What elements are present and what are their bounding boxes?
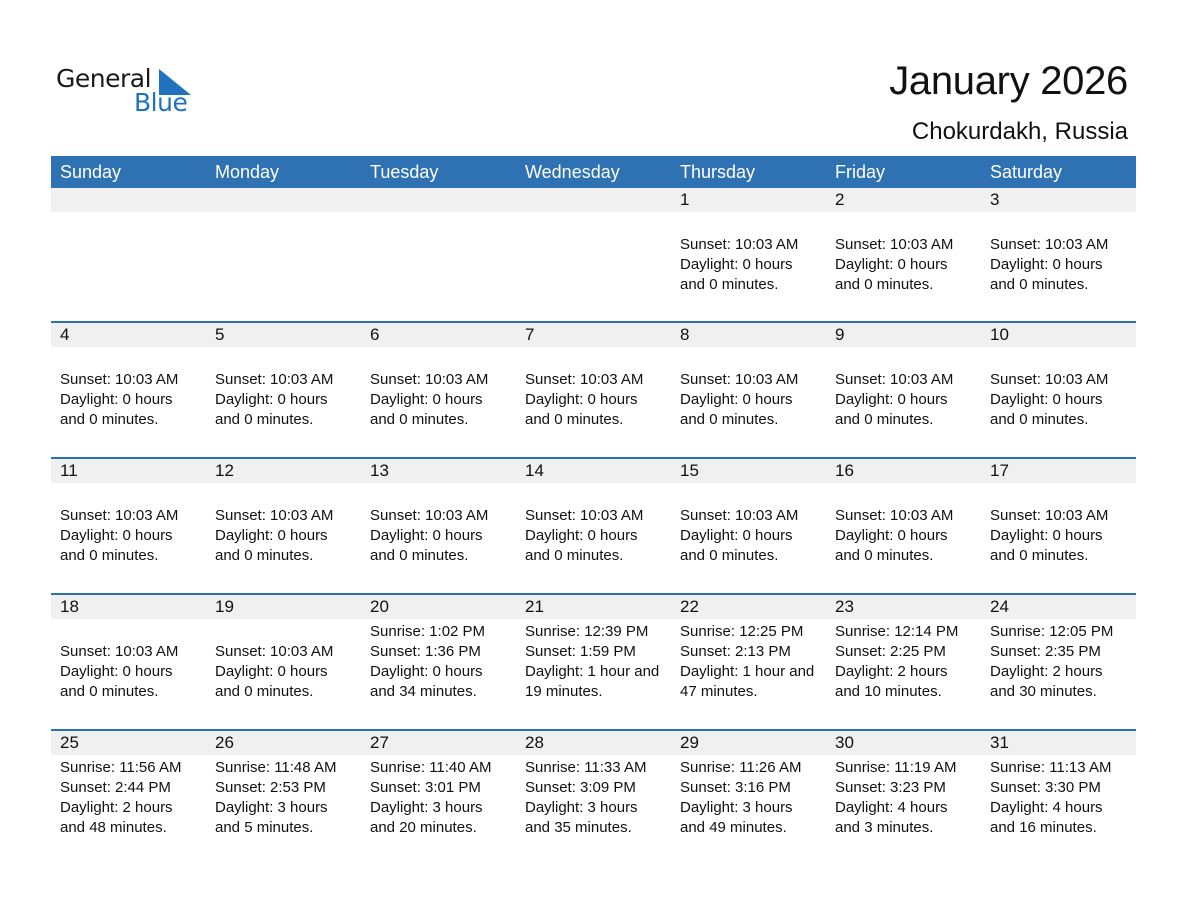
day-cell bbox=[361, 619, 516, 729]
sun-info-line: and 3 minutes. bbox=[835, 819, 934, 836]
day-cell bbox=[51, 212, 206, 321]
sun-info-line: Daylight: 3 hours bbox=[525, 799, 638, 816]
sun-info-line: and 0 minutes. bbox=[680, 411, 779, 428]
sun-info-line: Daylight: 0 hours bbox=[680, 527, 793, 544]
day-number: 18 bbox=[60, 597, 79, 616]
day-cell bbox=[826, 755, 981, 865]
day-cell bbox=[516, 755, 671, 865]
sun-info-line: and 0 minutes. bbox=[60, 683, 159, 700]
day-number: 1 bbox=[680, 190, 690, 209]
day-cell bbox=[826, 619, 981, 729]
day-cell bbox=[361, 212, 516, 321]
date-number-row bbox=[51, 323, 1136, 347]
sun-info-line: and 0 minutes. bbox=[215, 411, 314, 428]
sun-info-line: Sunset: 10:03 AM bbox=[835, 371, 954, 388]
date-number-row bbox=[51, 731, 1136, 755]
day-number: 24 bbox=[990, 597, 1009, 616]
day-number: 5 bbox=[215, 325, 225, 344]
day-cell bbox=[516, 347, 671, 457]
sun-info-line: Sunset: 10:03 AM bbox=[370, 507, 489, 524]
sun-info-line: Sunset: 2:53 PM bbox=[215, 779, 326, 796]
sun-info-line: Daylight: 4 hours bbox=[990, 799, 1103, 816]
sun-info-line: Sunrise: 11:13 AM bbox=[990, 759, 1112, 776]
sun-info-line: Sunset: 3:23 PM bbox=[835, 779, 946, 796]
sun-info-line: and 48 minutes. bbox=[60, 819, 167, 836]
sun-info-line: Daylight: 3 hours bbox=[370, 799, 483, 816]
sun-info-line: and 35 minutes. bbox=[525, 819, 632, 836]
sun-info-line: and 0 minutes. bbox=[680, 547, 779, 564]
sun-info-line: and 0 minutes. bbox=[215, 683, 314, 700]
sun-info-line: and 5 minutes. bbox=[215, 819, 314, 836]
sun-info-line: Sunset: 2:13 PM bbox=[680, 643, 791, 660]
week-row bbox=[51, 321, 1136, 457]
sun-info-line: and 20 minutes. bbox=[370, 819, 477, 836]
day-number bbox=[516, 188, 671, 212]
sun-info-line: Sunset: 3:01 PM bbox=[370, 779, 481, 796]
sun-info-line: Sunset: 3:16 PM bbox=[680, 779, 791, 796]
day-number bbox=[51, 188, 206, 212]
sun-info-line: Sunset: 10:03 AM bbox=[215, 371, 334, 388]
day-cell bbox=[51, 347, 206, 457]
day-cell bbox=[361, 755, 516, 865]
sun-info-row bbox=[51, 619, 1136, 729]
sun-info-line: Daylight: 0 hours bbox=[990, 527, 1103, 544]
day-cell bbox=[981, 755, 1136, 865]
sun-info-line: Daylight: 0 hours bbox=[215, 391, 328, 408]
sun-info-line: Daylight: 0 hours bbox=[835, 391, 948, 408]
day-number: 7 bbox=[525, 325, 535, 344]
sun-info-line: and 0 minutes. bbox=[525, 411, 624, 428]
day-number: 4 bbox=[60, 325, 70, 344]
sun-info-line: Daylight: 0 hours bbox=[60, 663, 173, 680]
brand-word-blue: Blue bbox=[134, 88, 188, 117]
day-cell bbox=[671, 483, 826, 593]
sun-info-line: Daylight: 0 hours bbox=[370, 663, 483, 680]
sun-info-line: Sunset: 1:59 PM bbox=[525, 643, 636, 660]
day-number: 27 bbox=[370, 733, 389, 752]
sun-info-line: Daylight: 3 hours bbox=[680, 799, 793, 816]
day-cell bbox=[671, 619, 826, 729]
sun-info-line: and 30 minutes. bbox=[990, 683, 1097, 700]
day-number: 29 bbox=[680, 733, 699, 752]
sun-info-line: and 0 minutes. bbox=[990, 411, 1089, 428]
date-number-row bbox=[51, 188, 1136, 212]
day-cell bbox=[671, 347, 826, 457]
day-number: 30 bbox=[835, 733, 854, 752]
sun-info-line: and 0 minutes. bbox=[60, 411, 159, 428]
sun-info-line: and 0 minutes. bbox=[525, 547, 624, 564]
day-number: 9 bbox=[835, 325, 845, 344]
sun-info-line: Sunset: 10:03 AM bbox=[990, 236, 1109, 253]
day-cell bbox=[51, 483, 206, 593]
sun-info-line: and 0 minutes. bbox=[835, 547, 934, 564]
day-number: 12 bbox=[215, 461, 234, 480]
sun-info-row bbox=[51, 755, 1136, 865]
sun-info-line: Sunset: 2:44 PM bbox=[60, 779, 171, 796]
day-number: 10 bbox=[990, 325, 1009, 344]
day-cell bbox=[516, 212, 671, 321]
sun-info-line: Sunset: 1:36 PM bbox=[370, 643, 481, 660]
date-number-row bbox=[51, 595, 1136, 619]
sun-info-line: Sunset: 2:25 PM bbox=[835, 643, 946, 660]
weekday-thursday: Thursday bbox=[680, 162, 756, 182]
sun-info-line: and 0 minutes. bbox=[990, 276, 1089, 293]
day-number: 31 bbox=[990, 733, 1009, 752]
sun-info-line: Sunset: 3:30 PM bbox=[990, 779, 1101, 796]
sun-info-line: and 0 minutes. bbox=[370, 547, 469, 564]
sun-info-line: Daylight: 0 hours bbox=[680, 256, 793, 273]
sun-info-line: 19 minutes. bbox=[525, 683, 603, 700]
sun-info-line: Daylight: 0 hours bbox=[990, 391, 1103, 408]
sun-info-line: Daylight: 0 hours bbox=[835, 256, 948, 273]
day-cell bbox=[981, 212, 1136, 321]
sun-info-line: and 0 minutes. bbox=[680, 276, 779, 293]
calendar-title: January 2026 bbox=[889, 59, 1128, 103]
day-number: 19 bbox=[215, 597, 234, 616]
date-number-row bbox=[51, 459, 1136, 483]
sun-info-line: Sunset: 10:03 AM bbox=[680, 236, 799, 253]
day-number bbox=[206, 188, 361, 212]
sun-info-line: Sunrise: 1:02 PM bbox=[370, 623, 486, 640]
day-number: 22 bbox=[680, 597, 699, 616]
sun-info-line: Sunrise: 11:40 AM bbox=[370, 759, 492, 776]
sun-info-line: Sunrise: 11:56 AM bbox=[60, 759, 182, 776]
weekday-sunday: Sunday bbox=[60, 162, 122, 182]
brand-word-general: General bbox=[56, 64, 152, 93]
day-number: 17 bbox=[990, 461, 1009, 480]
sun-info-line: Sunrise: 11:48 AM bbox=[215, 759, 337, 776]
sun-info-line: Daylight: 3 hours bbox=[215, 799, 328, 816]
week-row bbox=[51, 729, 1136, 865]
sun-info-line: Sunset: 3:09 PM bbox=[525, 779, 636, 796]
sun-info-line: Daylight: 2 hours bbox=[60, 799, 173, 816]
sun-info-line: Sunrise: 12:14 PM bbox=[835, 623, 959, 640]
day-cell bbox=[981, 347, 1136, 457]
day-number: 15 bbox=[680, 461, 699, 480]
day-cell bbox=[671, 755, 826, 865]
sun-info-line: Daylight: 0 hours bbox=[990, 256, 1103, 273]
calendar-weeks bbox=[51, 188, 1137, 865]
day-number: 26 bbox=[215, 733, 234, 752]
sun-info-line: Daylight: 0 hours bbox=[215, 527, 328, 544]
day-cell bbox=[516, 483, 671, 593]
day-number bbox=[361, 188, 516, 212]
day-number: 21 bbox=[525, 597, 544, 616]
sun-info-line: Sunset: 10:03 AM bbox=[990, 507, 1109, 524]
sun-info-line: Sunset: 10:03 AM bbox=[60, 507, 179, 524]
sun-info-line: Daylight: 2 hours bbox=[835, 663, 948, 680]
sun-info-line: Daylight: 1 hour and bbox=[525, 663, 660, 680]
weekday-header bbox=[51, 156, 1136, 188]
sun-info-row bbox=[51, 347, 1136, 457]
day-number: 2 bbox=[835, 190, 845, 209]
day-number: 25 bbox=[60, 733, 79, 752]
week-row bbox=[51, 593, 1136, 729]
sun-info-line: and 16 minutes. bbox=[990, 819, 1097, 836]
day-cell bbox=[516, 619, 671, 729]
day-number: 8 bbox=[680, 325, 690, 344]
day-cell bbox=[981, 483, 1136, 593]
sun-info-line: and 49 minutes. bbox=[680, 819, 787, 836]
sun-info-line: and 34 minutes. bbox=[370, 683, 477, 700]
week-row bbox=[51, 188, 1136, 321]
day-cell bbox=[206, 619, 361, 729]
day-cell bbox=[361, 347, 516, 457]
sun-info-row bbox=[51, 212, 1136, 321]
sun-info-line: Sunset: 10:03 AM bbox=[680, 371, 799, 388]
weekday-friday: Friday bbox=[835, 162, 886, 182]
sun-info-line: Sunset: 2:35 PM bbox=[990, 643, 1101, 660]
day-cell bbox=[206, 755, 361, 865]
day-number: 14 bbox=[525, 461, 544, 480]
day-number: 23 bbox=[835, 597, 854, 616]
sun-info-line: Sunrise: 12:05 PM bbox=[990, 623, 1114, 640]
sun-info-line: Sunset: 10:03 AM bbox=[525, 507, 644, 524]
day-number: 20 bbox=[370, 597, 389, 616]
day-cell bbox=[206, 347, 361, 457]
day-number: 16 bbox=[835, 461, 854, 480]
sun-info-line: Daylight: 0 hours bbox=[370, 391, 483, 408]
sun-info-line: and 0 minutes. bbox=[370, 411, 469, 428]
sun-info-line: Daylight: 0 hours bbox=[215, 663, 328, 680]
sun-info-line: Daylight: 0 hours bbox=[370, 527, 483, 544]
sun-info-line: Sunrise: 12:39 PM bbox=[525, 623, 649, 640]
day-number: 13 bbox=[370, 461, 389, 480]
sun-info-line: Sunset: 10:03 AM bbox=[60, 643, 179, 660]
day-number: 28 bbox=[525, 733, 544, 752]
sun-info-line: and 0 minutes. bbox=[60, 547, 159, 564]
weekday-monday: Monday bbox=[215, 162, 280, 182]
day-cell bbox=[51, 755, 206, 865]
sun-info-line: and 0 minutes. bbox=[215, 547, 314, 564]
sun-info-line: Sunset: 10:03 AM bbox=[60, 371, 179, 388]
sun-info-line: Daylight: 0 hours bbox=[835, 527, 948, 544]
sun-info-line: Sunset: 10:03 AM bbox=[215, 507, 334, 524]
sun-info-line: Daylight: 4 hours bbox=[835, 799, 948, 816]
weekday-tuesday: Tuesday bbox=[370, 162, 439, 182]
sun-info-line: Sunset: 10:03 AM bbox=[835, 236, 954, 253]
sun-info-line: Sunset: 10:03 AM bbox=[215, 643, 334, 660]
sun-info-line: Sunrise: 12:25 PM bbox=[680, 623, 804, 640]
day-cell bbox=[671, 212, 826, 321]
day-cell bbox=[826, 483, 981, 593]
sun-info-line: Daylight: 1 hour and bbox=[680, 663, 815, 680]
sun-info-line: Sunset: 10:03 AM bbox=[990, 371, 1109, 388]
week-row bbox=[51, 457, 1136, 593]
sun-info-line: Sunrise: 11:33 AM bbox=[525, 759, 647, 776]
sun-info-line: Daylight: 0 hours bbox=[525, 391, 638, 408]
day-cell bbox=[361, 483, 516, 593]
sun-info-line: Daylight: 0 hours bbox=[60, 391, 173, 408]
sun-info-row bbox=[51, 483, 1136, 593]
calendar-grid bbox=[51, 156, 1137, 865]
day-number: 6 bbox=[370, 325, 380, 344]
sun-info-line: and 10 minutes. bbox=[835, 683, 942, 700]
brand-logo bbox=[56, 64, 196, 120]
day-cell bbox=[826, 347, 981, 457]
sun-info-line: Sunset: 10:03 AM bbox=[525, 371, 644, 388]
sun-info-line: and 0 minutes. bbox=[835, 411, 934, 428]
day-cell bbox=[206, 212, 361, 321]
sun-info-line: Sunrise: 11:26 AM bbox=[680, 759, 802, 776]
sun-info-line: Sunset: 10:03 AM bbox=[370, 371, 489, 388]
calendar-location: Chokurdakh, Russia bbox=[911, 118, 1128, 145]
sun-info-line: Daylight: 0 hours bbox=[680, 391, 793, 408]
day-cell bbox=[206, 483, 361, 593]
sun-info-line: Sunset: 10:03 AM bbox=[680, 507, 799, 524]
sun-info-line: and 0 minutes. bbox=[835, 276, 934, 293]
day-number: 11 bbox=[60, 461, 78, 480]
sun-info-line: Daylight: 2 hours bbox=[990, 663, 1103, 680]
sun-info-line: Sunrise: 11:19 AM bbox=[835, 759, 957, 776]
day-cell bbox=[981, 619, 1136, 729]
sun-info-line: Daylight: 0 hours bbox=[60, 527, 173, 544]
sun-info-line: and 0 minutes. bbox=[990, 547, 1089, 564]
day-cell bbox=[826, 212, 981, 321]
weekday-saturday: Saturday bbox=[990, 162, 1063, 182]
sun-info-line: Sunset: 10:03 AM bbox=[835, 507, 954, 524]
day-number: 3 bbox=[990, 190, 1000, 209]
sun-info-line: Daylight: 0 hours bbox=[525, 527, 638, 544]
weekday-wednesday: Wednesday bbox=[525, 162, 620, 182]
sun-info-line: 47 minutes. bbox=[680, 683, 758, 700]
day-cell bbox=[51, 619, 206, 729]
